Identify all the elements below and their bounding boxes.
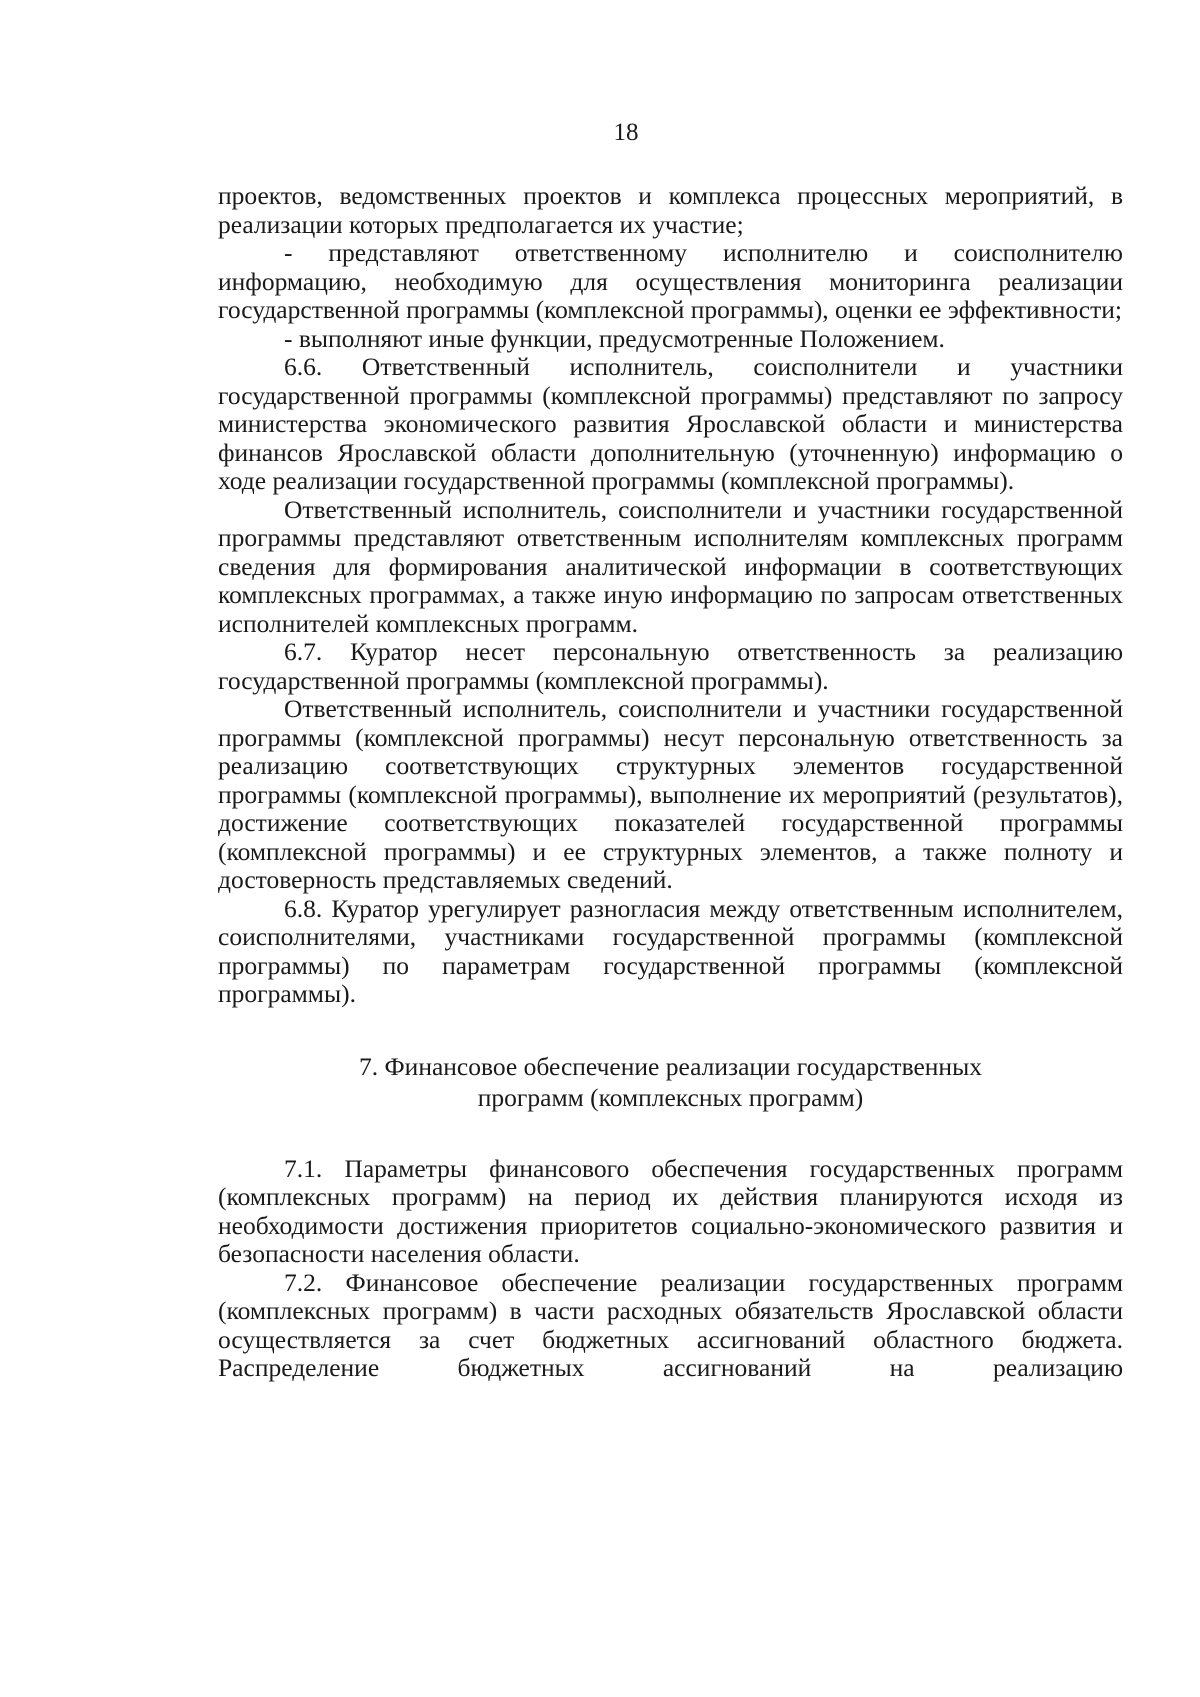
- document-body: [218, 182, 1123, 1383]
- paragraph: 6.7. Куратор несет персональную ответственность за реализацию государственной программы (комплексной программы).: [218, 637, 1123, 695]
- paragraph: 6.8. Куратор урегулирует разногласия между ответственным исполнителем, соисполнителями, участниками государственной программы (комплексной программы) по параметрам государственной программы (комплексной программы).: [218, 893, 1123, 1008]
- paragraph: Ответственный исполнитель, соисполнители и участники государственной программы представляют ответственным исполнителям комплексных программ сведения для формирования аналитической информации в соответствующих комплексных программах, а также иную информацию по запросам ответственных исполнителей комплексных программ.: [218, 494, 1123, 638]
- list-item: - выполняют иные функции, предусмотренные Положением.: [284, 323, 945, 353]
- list-item: - представляют ответственному исполнителю и соисполнителю информацию, необходимую для осуществления мониторинга реализации государственной программы (комплексной программы), оценки ее эффективности;: [218, 238, 1123, 324]
- paragraph: 6.6. Ответственный исполнитель, соисполнители и участники государственной программы (комплексной программы) представляют по запросу министерства экономического развития Ярославской области и министерства финансов Ярославской области дополнительную (уточненную) информацию о ходе реализации государственной программы (комплексной программы).: [218, 352, 1123, 495]
- page-number: 18: [613, 119, 639, 146]
- paragraph: 7.1. Параметры финансового обеспечения государственных программ (комплексных программ) на период их действия планируются исходя из необходимости достижения приоритетов социально-экономического развития и безопасности населения области.: [218, 1153, 1123, 1268]
- paragraph: 7.2. Финансовое обеспечение реализации государственных программ (комплексных программ) в части расходных обязательств Ярославской области осуществляется за счет бюджетных ассигнований областного бюджета. Распределение бюджетных ассигнований на реализацию: [218, 1267, 1123, 1382]
- section-heading: [218, 1051, 1123, 1113]
- section-heading-line: 7. Финансовое обеспечение реализации государственных: [359, 1051, 982, 1081]
- section-heading-line: программ (комплексных программ): [477, 1082, 864, 1112]
- paragraph: проектов, ведомственных проектов и комплекса процессных мероприятий, в реализации которых предполагается их участие;: [218, 181, 1123, 239]
- paragraph: Ответственный исполнитель, соисполнители и участники государственной программы (комплексной программы) несут персональную ответственность за реализацию соответствующих структурных элементов государственной программы (комплексной программы), выполнение их мероприятий (результатов), достижение соответствующих показателей государственной программы (комплексной программы) и ее структурных элементов, а также полноту и достоверность представляемых сведений.: [218, 694, 1123, 894]
